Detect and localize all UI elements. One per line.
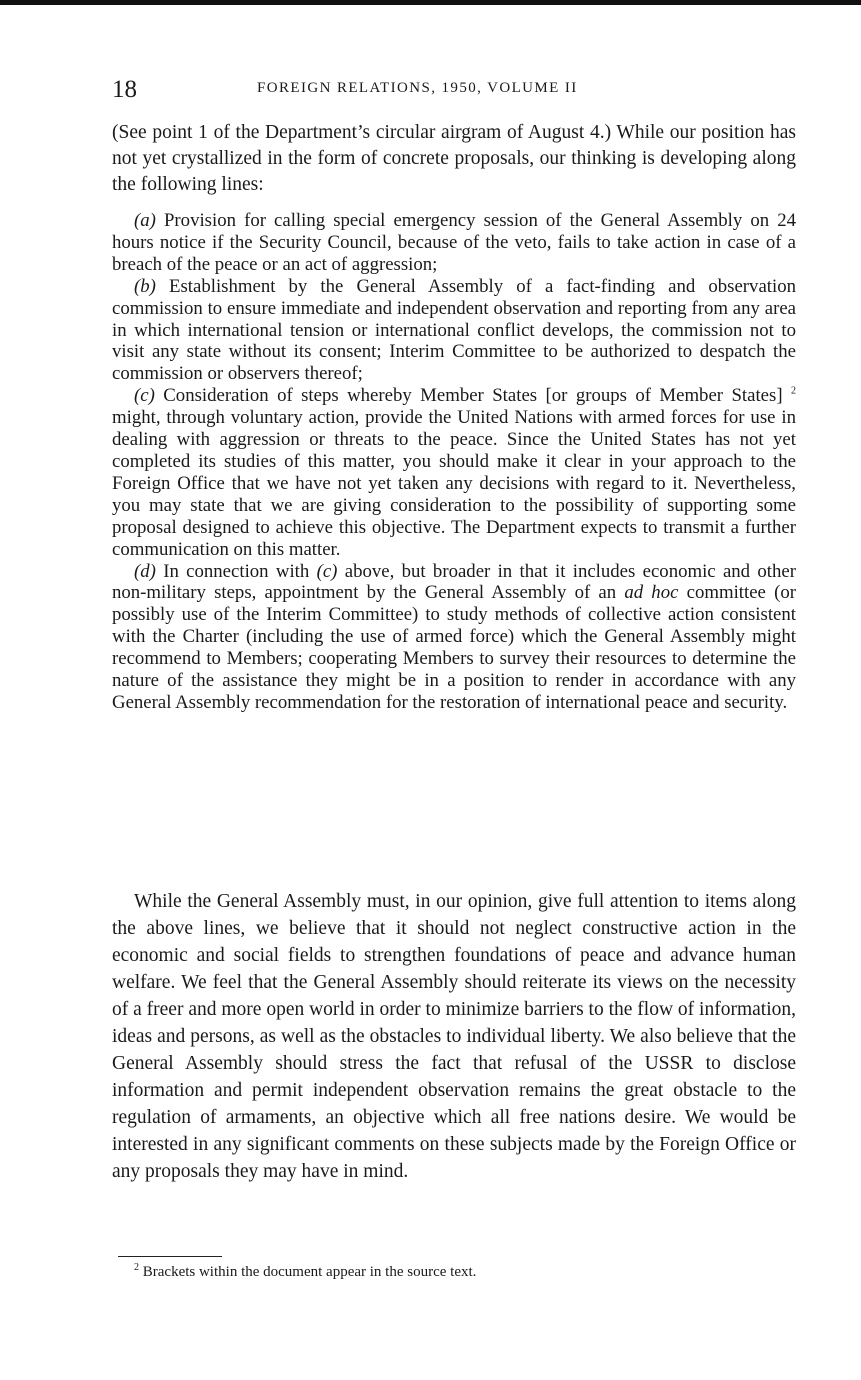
top-border [0, 0, 861, 5]
item-text: might, through voluntary action, provide the United Nations with armed forces for use in dealing with aggression or threats to the peace. Since the United States has not yet completed its studies of this matter, you should make it clear in your approach to the Foreign Office that we have not yet taken any decisions with regard to it. Nevertheless, you may state that we are giving consideration to the possibility of supporting some proposal designed to achieve this objective. The Department expects to transmit a further communication on this matter. [112, 407, 796, 560]
page-number: 18 [112, 76, 137, 103]
item-text: Provision for calling special emergency session of the General Assembly on 24 hours notice if the Security Council, because of the veto, fails to take action in case of a breach of the peace or an act of aggression; [112, 210, 796, 275]
running-head: FOREIGN RELATIONS, 1950, VOLUME II [257, 80, 578, 96]
closing-text: While the General Assembly must, in our opinion, give full attention to items along the above lines, we believe that it should not neglect constructive action in the economic and social fields to strengthen foundations of peace and advance human welfare. We feel that the General Assembly should reiterate its views on the necessity of a freer and more open world in order to minimize barriers to the flow of information, ideas and persons, as well as the obstacles to individual liberty. We also believe that the General Assembly should stress the fact that refusal of the USSR to disclose information and permit independent observation remains the great obstacle to the regulation of armaments, an objective which all free nations desire. We would be interested in any significant comments on these subjects made by the Foreign Office or any proposals they may have in mind. [112, 891, 796, 1182]
list-item [112, 385, 796, 560]
list-item [112, 561, 796, 714]
list-item [112, 276, 796, 386]
item-text: Establishment by the General Assembly of a fact-finding and observation commission to ensure immediate and independent observation and reporting from any area in which international tension or international conflict develops, the commission not to visit any state without its consent; Interim Committee to be authorized to despatch the commission or observers thereof; [112, 275, 796, 385]
footnote [134, 1264, 476, 1281]
italic-term: ad hoc [624, 582, 679, 604]
item-marker: (d) [134, 560, 156, 582]
intro-paragraph: (See point 1 of the Department’s circular airgram of August 4.) While our position has not yet crystallized in the form of concrete proposals, our thinking is developing along the following lines: [112, 122, 796, 195]
item-marker: (b) [134, 275, 156, 297]
item-cross-reference: (c) [316, 560, 338, 582]
footnote-divider [118, 1256, 222, 1257]
footnote-text: Brackets within the document appear in the source text. [142, 1264, 477, 1280]
list-item [112, 210, 796, 276]
item-marker: (a) [134, 210, 156, 231]
item-text: committee (or possibly use of the Interim Committee) to study methods of collective action consistent with the Charter (including the use of armed force) which the General Assembly might recommend to Members; cooperating Members to survey their resources to determine the nature of the assistance they might be in a position to render in accordance with any General Assembly recommendation for the restoration of international peace and security. [112, 582, 796, 713]
proposal-list [112, 210, 796, 714]
footnote-ref: 2 [791, 385, 796, 397]
item-marker: (c) [134, 385, 155, 407]
closing-paragraph [112, 888, 796, 1185]
item-text: above, but broader in that it includes economic and other non-military steps, appointment by the General Assembly of an [112, 560, 796, 604]
item-text: Consideration of steps whereby Member States [or groups of Member States] [163, 385, 783, 407]
footnote-marker: 2 [134, 1262, 139, 1273]
page-header [112, 76, 796, 106]
item-text: In connection with [163, 560, 310, 582]
